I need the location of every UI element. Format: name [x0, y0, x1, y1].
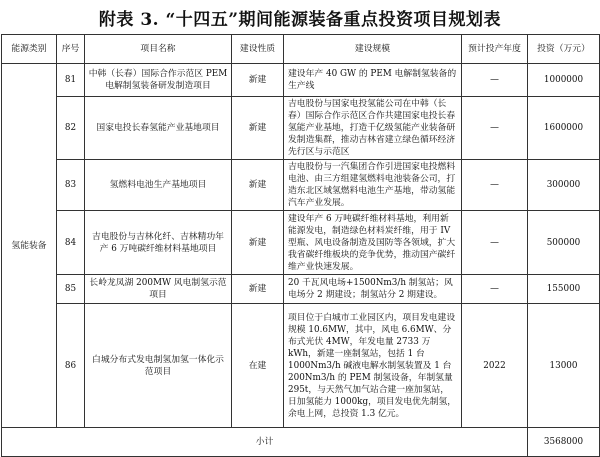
row-scale: 项目位于白城市工业园区内，项目发电建设规模 10.6MW，其中，风电 6.6MW、分布式光伏 4MW，年发电量 2733 万 kWh，新建一座制氢站，包括 1 台 1000Nm3/h 碱液电解水制氢装置及 1 台 200Nm3/h 的 PEM 制氢设备，年制氢量 295t，与天然气加气站合建一座加氢站，日加氢能力 1000kg，项目发电优先制氢，余电上网，总投资 1.3 亿元。 — [284, 304, 462, 428]
header-scale: 建设规模 — [284, 35, 462, 64]
row-year: — — [462, 97, 528, 160]
subtotal-row — [2, 428, 600, 457]
table-row — [2, 64, 600, 97]
row-scale: 吉电股份与国家电投氢能公司在中韩（长春）国际合作示范区合作共建国家电投长春氢能产业基地，打造千亿级氢能产业装备研发制造集群，推动吉林省建立绿色循环经济先行区与示范区 — [284, 97, 462, 160]
row-scale: 建设年产 40 GW 的 PEM 电解制氢装备的生产线 — [284, 64, 462, 97]
row-seq: 83 — [57, 160, 85, 211]
row-nature: 新建 — [232, 211, 284, 275]
row-seq: 85 — [57, 275, 85, 304]
row-nature: 新建 — [232, 160, 284, 211]
header-year: 预计投产年度 — [462, 35, 528, 64]
row-name: 中韩（长春）国际合作示范区 PEM 电解制氢装备研发制造项目 — [85, 64, 232, 97]
investment-table — [1, 34, 600, 457]
row-name: 氢燃料电池生产基地项目 — [85, 160, 232, 211]
category-cell: 氢能装备 — [2, 64, 57, 428]
row-invest: 300000 — [528, 160, 600, 211]
row-nature: 在建 — [232, 304, 284, 428]
row-seq: 84 — [57, 211, 85, 275]
row-invest: 13000 — [528, 304, 600, 428]
row-name: 国家电投长春氢能产业基地项目 — [85, 97, 232, 160]
row-name: 吉电股份与吉林化纤、吉林精功年产 6 万吨碳纤维材料基地项目 — [85, 211, 232, 275]
row-name: 白城分布式发电制氢加氢一体化示范项目 — [85, 304, 232, 428]
row-year: — — [462, 275, 528, 304]
row-seq: 86 — [57, 304, 85, 428]
row-invest: 500000 — [528, 211, 600, 275]
row-year: — — [462, 211, 528, 275]
header-nature: 建设性质 — [232, 35, 284, 64]
row-nature: 新建 — [232, 97, 284, 160]
header-category: 能源类别 — [2, 35, 57, 64]
row-scale: 建设年产 6 万吨碳纤维材料基地，利用新能源发电，制造绿色材料炭纤维，用于 IV 型瓶、风电设备制造及国防等各领域，扩大我省碳纤维板块的竞争优势，推动国产碳纤维产业快速发展。 — [284, 211, 462, 275]
row-invest: 1000000 — [528, 64, 600, 97]
header-seq: 序号 — [57, 35, 85, 64]
row-scale: 吉电股份与一汽集团合作引进国家电投燃料电池、由三方组建氢燃料电池装备公司，打造东北区域氢燃料电池生产基地，带动氢能汽车产业发展。 — [284, 160, 462, 211]
subtotal-value: 3568000 — [528, 428, 600, 457]
header-invest: 投资（万元） — [528, 35, 600, 64]
table-row — [2, 304, 600, 428]
row-invest: 1600000 — [528, 97, 600, 160]
table-row — [2, 97, 600, 160]
row-scale: 20 千瓦风电场+1500Nm3/h 制氢站；风电场分 2 期建设；制氢站分 2 期建设。 — [284, 275, 462, 304]
subtotal-label: 小计 — [2, 428, 528, 457]
row-year: — — [462, 64, 528, 97]
row-seq: 81 — [57, 64, 85, 97]
row-seq: 82 — [57, 97, 85, 160]
row-year: 2022 — [462, 304, 528, 428]
row-nature: 新建 — [232, 275, 284, 304]
table-row — [2, 275, 600, 304]
row-nature: 新建 — [232, 64, 284, 97]
table-header-row — [2, 35, 600, 64]
row-invest: 155000 — [528, 275, 600, 304]
row-year: — — [462, 160, 528, 211]
table-row — [2, 160, 600, 211]
row-name: 长岭龙凤湖 200MW 风电制氢示范项目 — [85, 275, 232, 304]
table-row — [2, 211, 600, 275]
header-name: 项目名称 — [85, 35, 232, 64]
page-title: 附表 3. “十四五”期间能源装备重点投资项目规划表 — [98, 9, 502, 30]
